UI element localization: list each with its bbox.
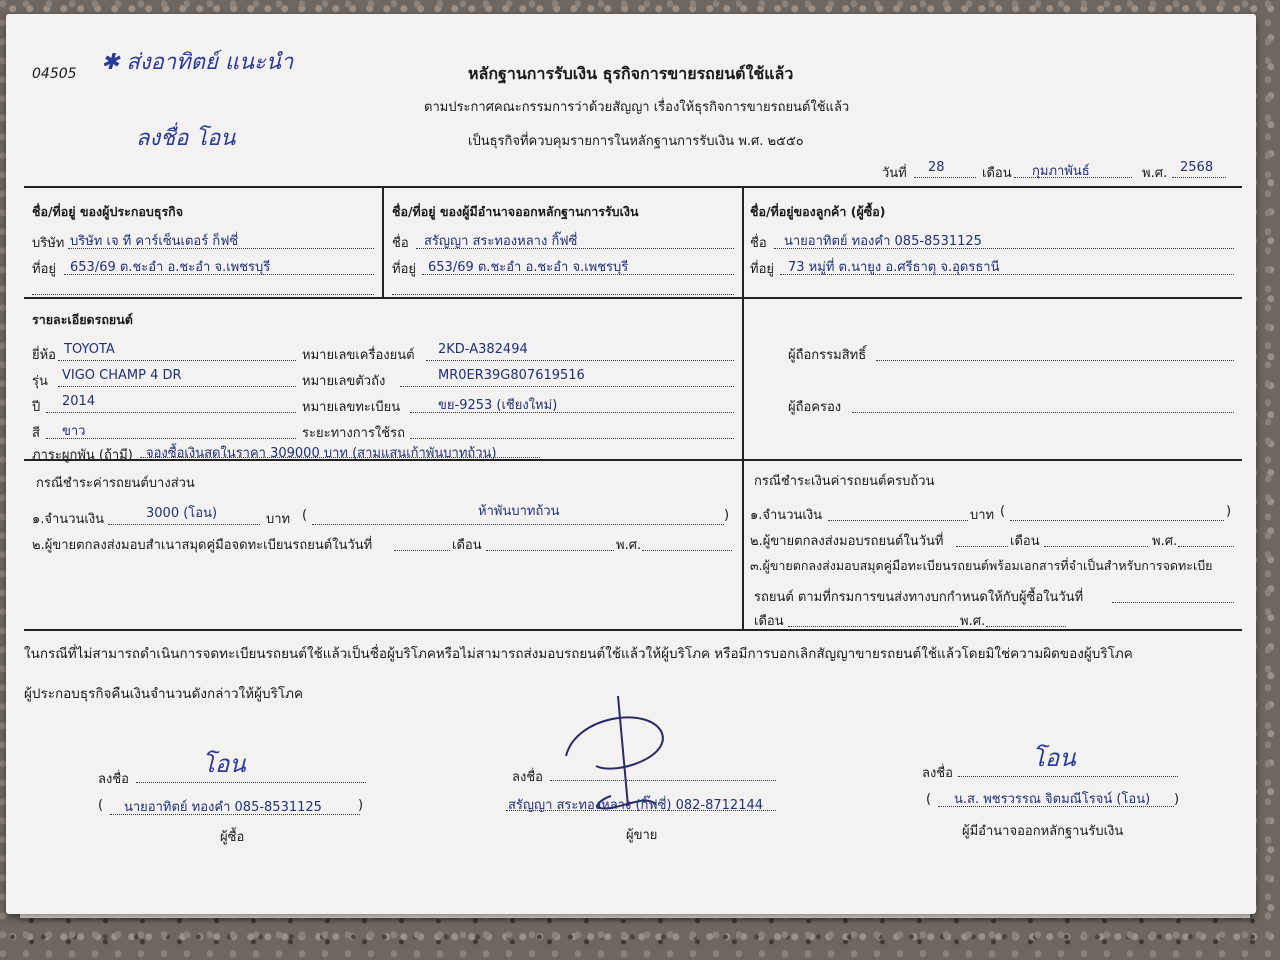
year-line xyxy=(46,412,296,413)
owner-label: ผู้ถือกรรมสิทธิ์ xyxy=(788,348,867,363)
partial-month-line xyxy=(486,550,614,551)
distance-label: ระยะทางการใช้รถ xyxy=(302,426,405,441)
engine-value: 2KD-A382494 xyxy=(438,342,528,357)
plate-value: ขย-9253 (เชียงใหม่) xyxy=(438,398,558,413)
handwritten-signed-note: ลงชื่อ โอน xyxy=(136,126,236,151)
customer-name: นายอาทิตย์ ทองคำ 085-8531125 xyxy=(784,234,982,249)
full-heading: กรณีชำระเงินค่ารถยนต์ครบถ้วน xyxy=(754,474,935,489)
date-year: 2568 xyxy=(1180,160,1214,175)
full-month-label: เดือน xyxy=(1010,534,1040,549)
date-day: 28 xyxy=(928,160,945,175)
handwritten-note: ✱ ส่งอาทิตย์ แนะนำ xyxy=(101,50,294,75)
business-name: บริษัท เจ ที คาร์เซ็นเตอร์ ก็ฟซี่ xyxy=(70,234,239,249)
issuer-name: สรัญญา สระทองหลาง กิ๊ฟซี่ xyxy=(424,234,578,249)
partial-delivery-day-line xyxy=(394,550,450,551)
partial-delivery-label: ๒.ผู้ขายตกลงส่งมอบสำเนาสมุดคู่มือจดทะเบียนรถยนต์ในวันที่ xyxy=(32,538,373,553)
issuer-role: ผู้มีอำนาจออกหลักฐานรับเงิน xyxy=(962,824,1124,839)
engine-line xyxy=(426,360,734,361)
partial-year-line xyxy=(642,550,732,551)
document-subtitle-2: เป็นธุรกิจที่ควบคุมรายการในหลักฐานการรับเงิน พ.ศ. ๒๕๕๐ xyxy=(468,134,804,149)
issuer-signature: โอน xyxy=(1032,744,1076,772)
customer-address: 73 หมู่ที่ ต.นายูง อ.ศรีธาตุ จ.อุดรธานี xyxy=(788,260,1000,275)
partial-heading: กรณีชำระค่ารถยนต์บางส่วน xyxy=(36,476,195,491)
issuer-name: น.ส. พชรวรรณ จิตมณีโรจน์ (โอน) xyxy=(954,792,1151,807)
date-month-label: เดือน xyxy=(982,166,1012,181)
date-year-label: พ.ศ. xyxy=(1142,166,1168,181)
customer-address-label: ที่อยู่ xyxy=(750,262,774,277)
issuer-address-label: ที่อยู่ xyxy=(392,262,416,277)
issuer-sign-label: ลงชื่อ xyxy=(922,766,953,781)
full-words-line xyxy=(1010,520,1224,521)
document-title: หลักฐานการรับเงิน ธุรกิจการขายรถยนต์ใช้แล้ว xyxy=(468,64,794,83)
full-amount-label: ๑.จำนวนเงิน xyxy=(750,508,823,523)
full-reg-month-label: เดือน xyxy=(754,614,784,629)
full-delivery-label: ๒.ผู้ขายตกลงส่งมอบรถยนต์ในวันที่ xyxy=(750,534,944,549)
issuer-extra-line xyxy=(392,294,734,295)
brand-value: TOYOTA xyxy=(64,342,115,357)
date-day-line xyxy=(914,177,976,178)
chassis-value: MR0ER39G807619516 xyxy=(438,368,585,383)
business-extra-line xyxy=(32,294,374,295)
grid-line xyxy=(382,186,384,297)
grid-line xyxy=(24,629,1242,631)
business-name-label: บริษัท xyxy=(32,236,65,251)
seller-sign-label: ลงชื่อ xyxy=(512,770,543,785)
full-month-line xyxy=(1044,546,1148,547)
seller-role: ผู้ขาย xyxy=(626,828,658,843)
year-label: ปี xyxy=(32,400,41,415)
vehicle-heading: รายละเอียดรถยนต์ xyxy=(32,312,133,327)
date-day-label: วันที่ xyxy=(882,166,907,181)
grid-line xyxy=(742,186,744,629)
partial-amount: 3000 (โอน) xyxy=(146,506,218,521)
model-line xyxy=(58,386,296,387)
brand-line xyxy=(58,360,296,361)
business-address: 653/69 ต.ชะอำ อ.ชะอำ จ.เพชรบุรี xyxy=(70,260,271,275)
partial-words-line xyxy=(312,524,724,525)
customer-heading: ชื่อ/ที่อยู่ของลูกค้า (ผู้ซื้อ) xyxy=(750,204,886,219)
engine-label: หมายเลขเครื่องยนต์ xyxy=(302,348,415,363)
grid-line xyxy=(24,186,1242,188)
distance-line xyxy=(410,438,734,439)
document-subtitle-1: ตามประกาศคณะกรรมการว่าด้วยสัญญา เรื่องให้ธุรกิจการขายรถยนต์ใช้แล้ว xyxy=(424,100,850,115)
refund-clause-line-2: ผู้ประกอบธุรกิจคืนเงินจำนวนดังกล่าวให้ผู้บริโภค xyxy=(24,686,303,702)
buyer-sign-label: ลงชื่อ xyxy=(98,772,129,787)
chassis-line xyxy=(400,386,734,387)
color-label: สี xyxy=(32,426,40,441)
buyer-signature: โอน xyxy=(202,750,246,778)
brand-label: ยี่ห้อ xyxy=(32,348,56,363)
partial-year-label: พ.ศ. xyxy=(616,538,642,553)
buyer-sign-line xyxy=(136,782,366,783)
issuer-address: 653/69 ต.ชะอำ อ.ชะอำ จ.เพชรบุรี xyxy=(428,260,629,275)
full-registration-day-line xyxy=(1112,602,1234,603)
customer-name-label: ชื่อ xyxy=(750,236,767,251)
plate-label: หมายเลขทะเบียน xyxy=(302,400,401,415)
issuer-name-label: ชื่อ xyxy=(392,236,409,251)
possessor-line xyxy=(852,412,1234,413)
form-number: 04505 xyxy=(32,66,77,82)
full-amount-line xyxy=(828,520,968,521)
buyer-name: นายอาทิตย์ ทองคำ 085-8531125 xyxy=(124,800,322,815)
full-open-paren: ( xyxy=(1000,504,1006,519)
business-heading: ชื่อ/ที่อยู่ ของผู้ประกอบธุรกิจ xyxy=(32,204,184,219)
seller-sign-line xyxy=(550,780,776,781)
full-reg-year-label: พ.ศ. xyxy=(960,614,986,629)
full-year-line xyxy=(1178,546,1234,547)
full-close-paren: ) xyxy=(1226,504,1232,519)
buyer-close-paren: ) xyxy=(358,798,364,813)
full-reg-year-line xyxy=(986,626,1066,627)
date-month: กุมภาพันธ์ xyxy=(1032,164,1090,179)
business-address-label: ที่อยู่ xyxy=(32,262,56,277)
full-documents-label: ๓.ผู้ขายตกลงส่งมอบสมุดคู่มือทะเบียนรถยนต์พร้อมเอกสารที่จำเป็นสำหรับการจดทะเบีย xyxy=(750,558,1213,573)
full-baht-label: บาท xyxy=(970,508,995,523)
grid-line xyxy=(24,297,1242,299)
full-year-label: พ.ศ. xyxy=(1152,534,1178,549)
buyer-role: ผู้ซื้อ xyxy=(220,830,245,845)
chassis-label: หมายเลขตัวถัง xyxy=(302,374,386,389)
partial-baht-label: บาท xyxy=(266,512,291,527)
model-label: รุ่น xyxy=(32,374,48,389)
issuer-close-paren: ) xyxy=(1174,792,1180,807)
color-value: ขาว xyxy=(62,424,86,439)
issuer-sign-line xyxy=(958,776,1178,777)
obligation-value: จองซื้อเงินสดในราคา 309000 บาท (สามแสนเก้าพันบาทถ้วน) xyxy=(146,446,497,461)
full-registration-label: รถยนต์ ตามที่กรมการขนส่งทางบกกำหนดให้กับผู้ซื้อในวันที่ xyxy=(754,590,1084,605)
date-year-line xyxy=(1172,177,1226,178)
possessor-label: ผู้ถือครอง xyxy=(788,400,842,415)
partial-amount-words: ห้าพันบาทถ้วน xyxy=(478,504,560,519)
partial-month-label: เดือน xyxy=(452,538,482,553)
owner-line xyxy=(876,360,1234,361)
partial-amount-line xyxy=(108,524,260,525)
partial-amount-label: ๑.จำนวนเงิน xyxy=(32,512,105,527)
seller-name: สรัญญา สระทองหลาง (กิ๊ฟซี่) 082-8712144 xyxy=(508,798,764,813)
obligation-label: ภาระผูกพัน (ถ้ามี) xyxy=(32,448,133,463)
issuer-heading: ชื่อ/ที่อยู่ ของผู้มีอำนาจออกหลักฐานการรับเงิน xyxy=(392,204,639,219)
buyer-open-paren: ( xyxy=(98,798,104,813)
partial-open-paren: ( xyxy=(302,508,308,523)
model-value: VIGO CHAMP 4 DR xyxy=(62,368,182,383)
full-delivery-day-line xyxy=(956,546,1008,547)
issuer-open-paren: ( xyxy=(926,792,932,807)
partial-close-paren: ) xyxy=(724,508,730,523)
year-value: 2014 xyxy=(62,394,96,409)
refund-clause-line-1: ในกรณีที่ไม่สามารถดำเนินการจดทะเบียนรถยนต์ใช้แล้วเป็นชื่อผู้บริโภคหรือไม่สามารถส่งมอบรถยนต์ใช้แล้วให้ผู้บริโภค หรือมีการบอกเลิกสัญญาขายรถยนต์ใช้แล้วโดยมิใช่ความผิดของผู้บริโภค xyxy=(24,646,1133,662)
full-reg-month-line xyxy=(788,626,958,627)
receipt-document xyxy=(6,14,1256,914)
